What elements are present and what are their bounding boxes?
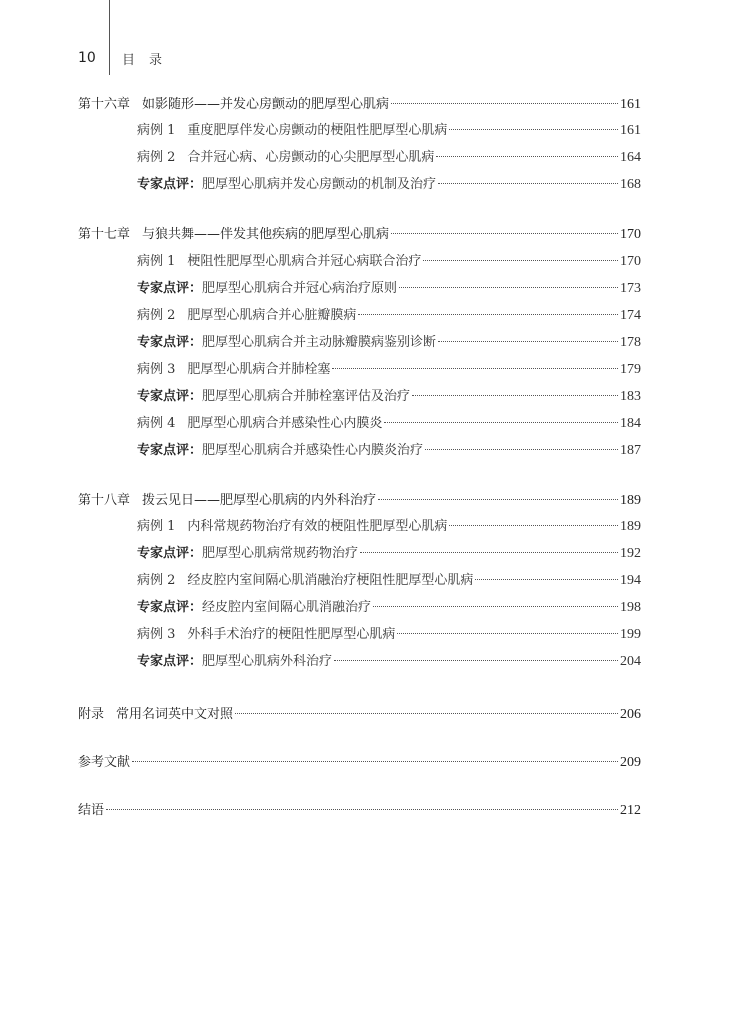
dot-leader <box>332 368 618 369</box>
entry-page-number: 161 <box>620 123 641 138</box>
entry-label: 病例 2 <box>137 573 176 588</box>
entry-page-number: 174 <box>620 308 641 323</box>
entry-label: 病例 2 <box>137 308 176 323</box>
entry-title: 肥厚型心肌病合并肺栓塞评估及治疗 <box>202 389 411 404</box>
toc-expert-entry[interactable] <box>137 334 641 352</box>
dot-leader <box>391 103 618 104</box>
toc-expert-entry[interactable] <box>137 176 641 194</box>
entry-page-number: 199 <box>620 627 641 642</box>
entry-page-number: 164 <box>620 150 641 165</box>
entry-page-number: 189 <box>620 493 641 508</box>
entry-label: 第十八章 <box>78 493 131 508</box>
entry-label: 专家点评： <box>137 281 203 296</box>
dot-leader <box>449 129 618 130</box>
dot-leader <box>378 499 618 500</box>
entry-title: 合并冠心病、心房颤动的心尖肥厚型心肌病 <box>187 150 435 165</box>
entry-title: 内科常规药物治疗有效的梗阻性肥厚型心肌病 <box>187 519 448 534</box>
toc-chapter-entry[interactable] <box>78 226 641 244</box>
entry-label: 病例 4 <box>137 416 176 431</box>
toc-expert-entry[interactable] <box>137 388 641 406</box>
entry-label: 第十七章 <box>78 227 131 242</box>
entry-label: 专家点评： <box>137 177 203 192</box>
entry-label: 专家点评： <box>137 335 203 350</box>
dot-leader <box>423 260 618 261</box>
toc-case-entry[interactable] <box>137 149 641 167</box>
dot-leader <box>106 809 618 810</box>
entry-page-number: 184 <box>620 416 641 431</box>
entry-title: 外科手术治疗的梗阻性肥厚型心肌病 <box>187 627 396 642</box>
dot-leader <box>475 579 618 580</box>
toc-chapter-entry[interactable] <box>78 754 641 772</box>
running-header-title: 目录 <box>122 53 177 68</box>
entry-page-number: 168 <box>620 177 641 192</box>
toc-expert-entry[interactable] <box>137 280 641 298</box>
toc-case-entry[interactable] <box>137 572 641 590</box>
entry-page-number: 170 <box>620 254 641 269</box>
entry-label: 专家点评： <box>137 654 203 669</box>
entry-label: 专家点评： <box>137 443 203 458</box>
entry-page-number: 204 <box>620 654 641 669</box>
dot-leader <box>391 233 618 234</box>
dot-leader <box>436 156 618 157</box>
entry-title: 肥厚型心肌病合并冠心病治疗原则 <box>202 281 398 296</box>
entry-page-number: 170 <box>620 227 641 242</box>
dot-leader <box>132 761 618 762</box>
toc-case-entry[interactable] <box>137 518 641 536</box>
entry-title: 如影随形——并发心房颤动的肥厚型心肌病 <box>142 97 390 112</box>
entry-page-number: 179 <box>620 362 641 377</box>
dot-leader <box>438 341 618 342</box>
dot-leader <box>399 287 618 288</box>
entry-title: 肥厚型心肌病并发心房颤动的机制及治疗 <box>202 177 437 192</box>
toc-case-entry[interactable] <box>137 253 641 271</box>
toc-chapter-entry[interactable] <box>78 96 641 114</box>
toc-case-entry[interactable] <box>137 307 641 325</box>
entry-page-number: 189 <box>620 519 641 534</box>
toc-expert-entry[interactable] <box>137 653 641 671</box>
toc-case-entry[interactable] <box>137 626 641 644</box>
entry-title: 肥厚型心肌病合并感染性心内膜炎治疗 <box>202 443 424 458</box>
entry-page-number: 194 <box>620 573 641 588</box>
entry-label: 附录 <box>78 707 105 722</box>
entry-title: 梗阻性肥厚型心肌病合并冠心病联合治疗 <box>187 254 422 269</box>
dot-leader <box>384 422 618 423</box>
dot-leader <box>438 183 618 184</box>
entry-title: 肥厚型心肌病合并心脏瓣膜病 <box>187 308 357 323</box>
entry-label: 病例 1 <box>137 519 176 534</box>
entry-page-number: 198 <box>620 600 641 615</box>
toc-expert-entry[interactable] <box>137 442 641 460</box>
entry-label: 病例 1 <box>137 123 176 138</box>
entry-page-number: 192 <box>620 546 641 561</box>
dot-leader <box>412 395 618 396</box>
entry-label: 专家点评： <box>137 389 203 404</box>
entry-title: 经皮腔内室间隔心肌消融治疗 <box>202 600 372 615</box>
entry-page-number: 173 <box>620 281 641 296</box>
dot-leader <box>373 606 618 607</box>
dot-leader <box>235 713 618 714</box>
dot-leader <box>449 525 618 526</box>
entry-label: 专家点评： <box>137 546 203 561</box>
entry-page-number: 209 <box>620 755 641 770</box>
toc-expert-entry[interactable] <box>137 545 641 563</box>
entry-page-number: 178 <box>620 335 641 350</box>
toc-chapter-entry[interactable] <box>78 706 641 724</box>
toc-chapter-entry[interactable] <box>78 802 641 820</box>
dot-leader <box>334 660 618 661</box>
toc-case-entry[interactable] <box>137 415 641 433</box>
entry-title: 拨云见日——肥厚型心肌病的内外科治疗 <box>142 493 377 508</box>
toc-chapter-entry[interactable] <box>78 492 641 510</box>
entry-title: 经皮腔内室间隔心肌消融治疗梗阻性肥厚型心肌病 <box>187 573 474 588</box>
entry-title: 结语 <box>78 803 105 818</box>
toc-case-entry[interactable] <box>137 122 641 140</box>
entry-page-number: 183 <box>620 389 641 404</box>
toc-expert-entry[interactable] <box>137 599 641 617</box>
entry-title: 肥厚型心肌病常规药物治疗 <box>202 546 359 561</box>
dot-leader <box>358 314 618 315</box>
entry-label: 病例 3 <box>137 627 176 642</box>
entry-label: 第十六章 <box>78 97 131 112</box>
entry-title: 肥厚型心肌病合并肺栓塞 <box>187 362 331 377</box>
entry-page-number: 206 <box>620 707 641 722</box>
entry-page-number: 187 <box>620 443 641 458</box>
entry-title: 肥厚型心肌病合并主动脉瓣膜病鉴别诊断 <box>202 335 437 350</box>
page-number: 10 <box>78 50 96 66</box>
header-divider <box>109 0 110 75</box>
entry-title: 参考文献 <box>78 755 131 770</box>
entry-title: 常用名词英中文对照 <box>116 707 234 722</box>
entry-title: 重度肥厚伴发心房颤动的梗阻性肥厚型心肌病 <box>187 123 448 138</box>
dot-leader <box>397 633 618 634</box>
entry-page-number: 161 <box>620 97 641 112</box>
dot-leader <box>360 552 618 553</box>
entry-label: 病例 2 <box>137 150 176 165</box>
entry-title: 肥厚型心肌病外科治疗 <box>202 654 333 669</box>
entry-label: 病例 3 <box>137 362 176 377</box>
toc-case-entry[interactable] <box>137 361 641 379</box>
entry-title: 肥厚型心肌病合并感染性心内膜炎 <box>187 416 383 431</box>
dot-leader <box>425 449 618 450</box>
entry-title: 与狼共舞——伴发其他疾病的肥厚型心肌病 <box>142 227 390 242</box>
entry-label: 病例 1 <box>137 254 176 269</box>
entry-label: 专家点评： <box>137 600 203 615</box>
entry-page-number: 212 <box>620 803 641 818</box>
